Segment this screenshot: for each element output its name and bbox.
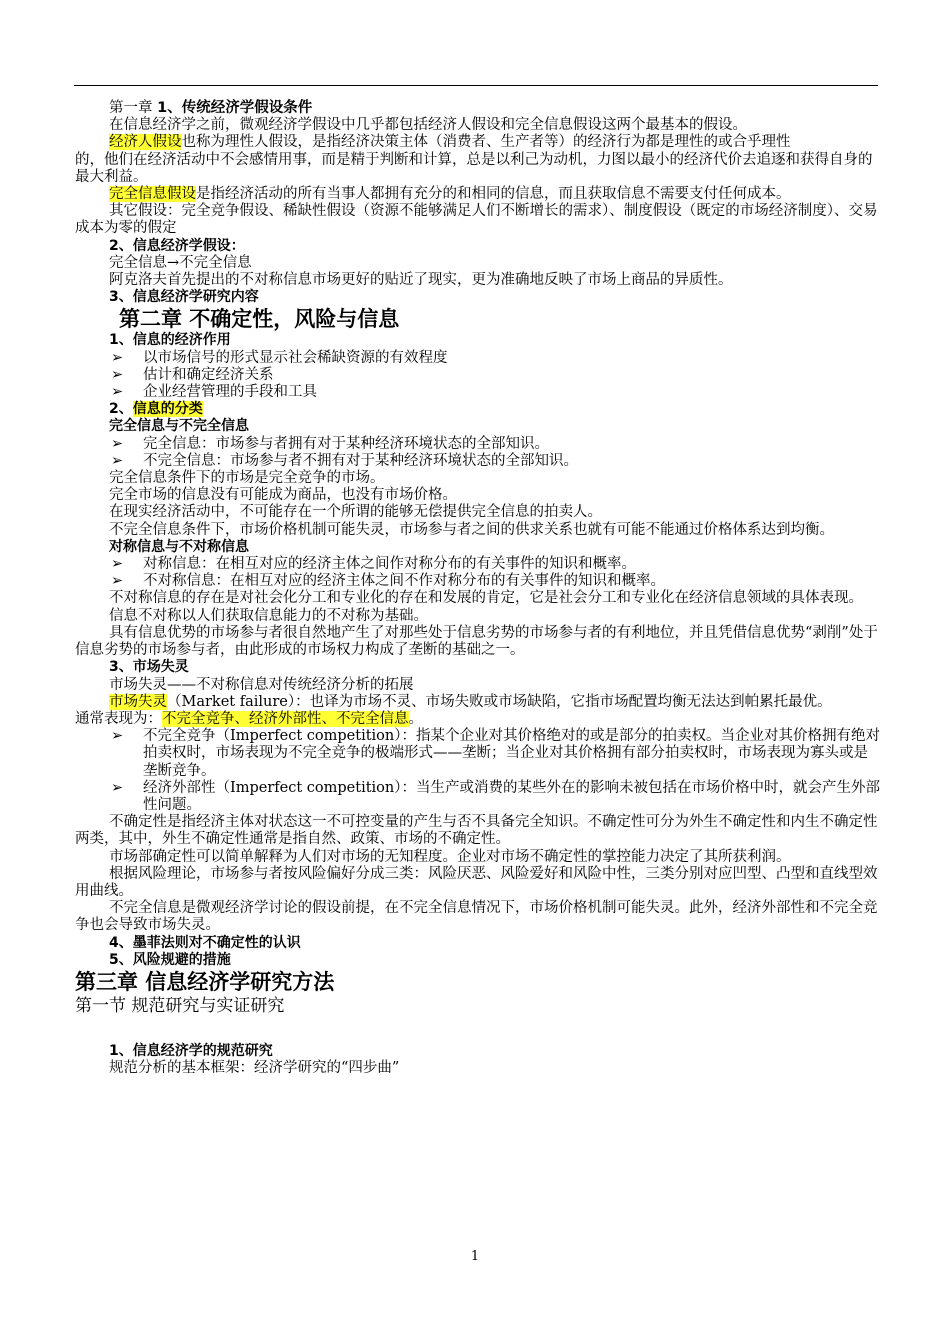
list-item bbox=[75, 384, 880, 401]
paragraph-complete-info bbox=[75, 186, 880, 203]
paragraph: 不对称信息的存在是对社会化分工和专业化的存在和发展的肯定，它是社会分工和专业化在经济信息领域的具体表现。 bbox=[109, 590, 863, 607]
list-item bbox=[75, 780, 880, 814]
list-item-text: 对称信息：在相互对应的经济主体之间作对称分布的有关事件的知识和概率。 bbox=[143, 556, 636, 573]
list-item-text: 完全信息：市场参与者拥有对于某种经济环境状态的全部知识。 bbox=[143, 435, 549, 452]
arrow-bullet-icon: ➢ bbox=[111, 384, 124, 401]
list-item bbox=[75, 573, 880, 590]
text: 其它假设：完全竞争假设、稀缺性假设（资源不能够满足人们不断增长的需求）、制度假设（既定的市场经济制度）、交易成本为零的假定 bbox=[75, 203, 878, 237]
arrow-bullet-icon: ➢ bbox=[111, 556, 124, 573]
list-item-text: 不对称信息：在相互对应的经济主体之间不作对称分布的有关事件的知识和概率。 bbox=[143, 573, 665, 590]
paragraph-economic-man bbox=[75, 134, 880, 151]
text: 。 bbox=[408, 710, 423, 727]
list-item bbox=[75, 367, 880, 384]
arrow-bullet-icon: ➢ bbox=[111, 728, 124, 745]
list-item-text: 企业经营管理的手段和工具 bbox=[143, 384, 317, 401]
header-rule bbox=[74, 85, 878, 86]
paragraph: 市场部确定性可以简单解释为人们对市场的无知程度。企业对市场不确定性的掌控能力决定了其所获利润。 bbox=[109, 848, 791, 865]
list-item bbox=[75, 436, 880, 453]
highlight: 经济人假设 bbox=[109, 134, 182, 151]
highlight: 市场失灵 bbox=[109, 693, 167, 710]
arrow-bullet-icon: ➢ bbox=[111, 435, 124, 452]
paragraph-manifestations bbox=[75, 711, 880, 728]
list-item-text: 经济外部性（Imperfect competition）：当生产或消费的某些外在的影响未被包括在市场价格中时，就会产生外部性问题。 bbox=[143, 779, 880, 813]
arrow-bullet-icon: ➢ bbox=[111, 366, 124, 383]
highlight: 信息的分类 bbox=[132, 401, 203, 418]
text: （Market failure）：也译为市场不灵、市场失败或市场缺陷，它指市场配置均衡无法达到帕累托最优。 bbox=[167, 693, 832, 710]
paragraph: 在现实经济活动中，不可能存在一个所谓的能够无偿提供完全信息的拍卖人。 bbox=[109, 504, 602, 521]
paragraph: 不完全信息条件下，市场价格机制可能失灵，市场参与者之间的供求关系也就有可能不能通过价格体系达到均衡。 bbox=[109, 521, 834, 538]
list-item bbox=[75, 453, 880, 470]
paragraph: 不确定性是指经济主体对状态这一不可控变量的产生与否不具备完全知识。不确定性可分为外生不确定性和内生不确定性两类，其中，外生不确定性通常是指自然、政策、市场的不确定性。 bbox=[75, 814, 878, 848]
section1-title: 第一节 规范研究与实证研究 bbox=[75, 995, 285, 1016]
paragraph: 完全信息→不完全信息 bbox=[109, 254, 252, 271]
paragraph-continuation: 的，他们在经济活动中不会感情用事，而是精于判断和计算，总是以利己为动机，力图以最小的经济代价去追逐和获得自身的最大利益。 bbox=[75, 151, 873, 185]
paragraph: 规范分析的基本框架：经济学研究的“四步曲” bbox=[109, 1060, 400, 1077]
paragraph: 完全信息条件下的市场是完全竞争的市场。 bbox=[109, 470, 385, 487]
list-item bbox=[75, 556, 880, 573]
arrow-bullet-icon: ➢ bbox=[111, 349, 124, 366]
highlight: 不完全竞争、经济外部性、不完全信息 bbox=[162, 710, 409, 727]
arrow-bullet-icon: ➢ bbox=[111, 573, 124, 590]
section-heading: 1、信息的经济作用 bbox=[109, 332, 231, 349]
section-heading bbox=[75, 401, 880, 418]
list-item-text: 估计和确定经济关系 bbox=[143, 366, 274, 383]
list-item-text: 不完全竞争（Imperfect competition）：指某个企业对其价格绝对的或是部分的拍卖权。当企业对其价格拥有绝对拍卖权时，市场表现为不完全竞争的极端形式——垄断；当企业对其价格拥有部分拍卖权时，市场表现为寡头或是垄断竞争。 bbox=[143, 728, 880, 779]
section-heading: 1、信息经济学的规范研究 bbox=[109, 1042, 273, 1059]
highlight: 完全信息假设 bbox=[109, 186, 196, 203]
list-item-text: 不完全信息：市场参与者不拥有对于某种经济环境状态的全部知识。 bbox=[143, 452, 578, 469]
paragraph: 不完全信息是微观经济学讨论的假设前提，在不完全信息情况下，市场价格机制可能失灵。此外，经济外部性和不完全竞争也会导致市场失灵。 bbox=[75, 900, 878, 934]
paragraph: 在信息经济学之前，微观经济学假设中几乎都包括经济人假设和完全信息假设这两个最基本的假设。 bbox=[109, 117, 747, 134]
section-heading: 5、风险规避的措施 bbox=[109, 951, 231, 968]
list-item bbox=[75, 350, 880, 367]
paragraph: 信息不对称以人们获取信息能力的不对称为基础。 bbox=[109, 607, 428, 624]
chapter3-title: 第三章 信息经济学研究方法 bbox=[75, 969, 335, 994]
paragraph: 具有信息优势的市场参与者很自然地产生了对那些处于信息劣势的市场参与者的有利地位，并且凭借信息优势“剥削”处于信息劣势的市场参与者，由此形成的市场权力构成了垄断的基础之一。 bbox=[75, 624, 878, 659]
list-item bbox=[75, 728, 880, 780]
text: 通常表现为： bbox=[75, 710, 162, 727]
section-heading: 4、墨菲法则对不确定性的认识 bbox=[109, 934, 301, 951]
section-heading: 3、市场失灵 bbox=[109, 659, 189, 676]
section-heading: 1、传统经济学假设条件 bbox=[157, 100, 313, 116]
document-body bbox=[75, 100, 880, 1077]
chapter1-heading bbox=[75, 100, 880, 117]
paragraph: 完全市场的信息没有可能成为商品，也没有市场价格。 bbox=[109, 487, 457, 504]
spacer bbox=[75, 1017, 880, 1043]
paragraph: 市场失灵——不对称信息对传统经济分析的拓展 bbox=[109, 676, 414, 693]
arrow-bullet-icon: ➢ bbox=[111, 452, 124, 469]
paragraph-market-failure bbox=[75, 694, 880, 711]
list-item-text: 以市场信号的形式显示社会稀缺资源的有效程度 bbox=[143, 349, 448, 366]
text: 也称为理性人假设，是指经济决策主体（消费者、生产者等）的经济行为都是理性的或合乎理性 bbox=[181, 134, 791, 151]
paragraph-other-assumptions bbox=[75, 203, 880, 237]
chapter1-prefix: 第一章 bbox=[109, 100, 158, 116]
page-number: 1 bbox=[470, 1249, 480, 1264]
paragraph: 根据风险理论，市场参与者按风险偏好分成三类：风险厌恶、风险爱好和风险中性，三类分别对应凹型、凸型和直线型效用曲线。 bbox=[75, 865, 878, 899]
chapter2-title: 第二章 不确定性，风险与信息 bbox=[119, 307, 400, 332]
section-heading: 3、信息经济学研究内容 bbox=[109, 289, 259, 306]
subsection-heading: 完全信息与不完全信息 bbox=[109, 418, 249, 435]
paragraph: 阿克洛夫首先提出的不对称信息市场更好的贴近了现实，更为准确地反映了市场上商品的异质性。 bbox=[109, 272, 733, 289]
text: 是指经济活动的所有当事人都拥有充分的和相同的信息，而且获取信息不需要支付任何成本。 bbox=[196, 186, 791, 203]
section-heading: 2、信息经济学假设： bbox=[109, 237, 245, 254]
heading-number: 2、 bbox=[109, 401, 133, 418]
arrow-bullet-icon: ➢ bbox=[111, 779, 124, 796]
subsection-heading: 对称信息与不对称信息 bbox=[109, 538, 249, 555]
